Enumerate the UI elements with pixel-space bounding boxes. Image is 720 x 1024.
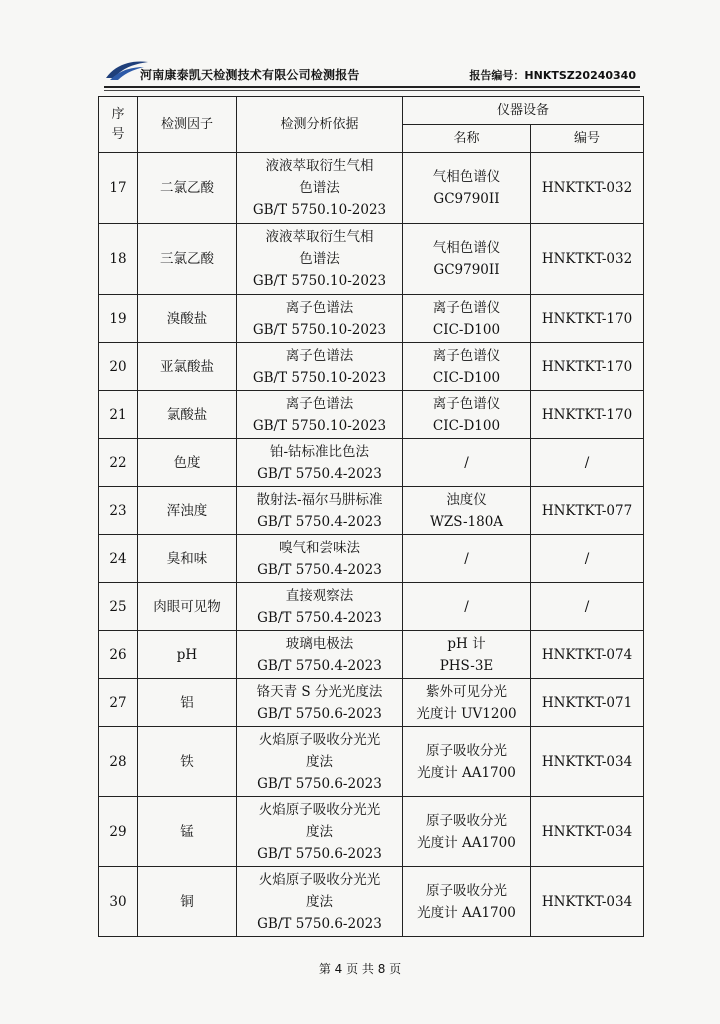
- row-method: [237, 343, 403, 391]
- row-method: [237, 679, 403, 727]
- method-line: GB/T 5750.6-2023: [257, 845, 382, 862]
- row-method: [237, 487, 403, 535]
- method-line: 直接观察法: [285, 587, 354, 604]
- table-row: [99, 224, 644, 295]
- row-instrument-code: HNKTKT-074: [531, 631, 644, 679]
- row-instrument-code: HNKTKT-170: [531, 391, 644, 439]
- method-line: 铬天青 S 分光光度法: [256, 683, 383, 700]
- row-factor: pH: [138, 631, 237, 679]
- instrument-name-line: 离子色谱仪: [432, 347, 501, 364]
- row-instrument-code: HNKTKT-032: [531, 153, 644, 224]
- instrument-name-line: 紫外可见分光: [426, 683, 507, 700]
- company-name: 河南康泰凯天检测技术有限公司检测报告: [140, 68, 360, 82]
- row-method: [237, 867, 403, 937]
- row-instrument-code: HNKTKT-170: [531, 343, 644, 391]
- row-method: [237, 583, 403, 631]
- row-method: [237, 535, 403, 583]
- instrument-name-line: 原子吸收分光: [426, 812, 507, 829]
- method-line: GB/T 5750.6-2023: [257, 705, 382, 722]
- table-row: [99, 631, 644, 679]
- table-row: [99, 487, 644, 535]
- row-instrument-code: /: [531, 535, 644, 583]
- row-instrument-code: HNKTKT-071: [531, 679, 644, 727]
- method-line: GB/T 5750.6-2023: [257, 775, 382, 792]
- method-line: GB/T 5750.4-2023: [257, 609, 382, 626]
- instrument-name-line: /: [464, 598, 469, 615]
- instrument-name-line: 光度计 AA1700: [417, 834, 516, 851]
- row-factor: 铁: [138, 727, 237, 797]
- row-number: 22: [99, 439, 138, 487]
- row-instrument-code: HNKTKT-034: [531, 867, 644, 937]
- row-instrument-name: [403, 535, 531, 583]
- method-line: GB/T 5750.10-2023: [252, 202, 387, 218]
- row-factor: 溴酸盐: [138, 295, 237, 343]
- instrument-name-line: CIC-D100: [432, 369, 501, 386]
- row-instrument-code: /: [531, 439, 644, 487]
- row-method: [237, 439, 403, 487]
- table-row: [99, 439, 644, 487]
- row-instrument-code: /: [531, 583, 644, 631]
- row-method: [237, 224, 403, 295]
- row-instrument-name: [403, 224, 531, 295]
- method-line: GB/T 5750.10-2023: [252, 273, 387, 289]
- row-number: 29: [99, 797, 138, 867]
- table-row: [99, 583, 644, 631]
- instrument-name-line: PHS-3E: [439, 657, 494, 674]
- instrument-name-line: 原子吸收分光: [426, 882, 507, 899]
- header-instrument-code: 编号: [531, 125, 644, 153]
- method-line: GB/T 5750.6-2023: [257, 915, 382, 932]
- instrument-name-line: 光度计 AA1700: [417, 904, 516, 921]
- table-body: [99, 153, 644, 937]
- instrument-name-line: CIC-D100: [432, 321, 501, 338]
- instrument-name-line: CIC-D100: [432, 417, 501, 434]
- row-instrument-code: HNKTKT-034: [531, 797, 644, 867]
- row-number: 30: [99, 867, 138, 937]
- method-line: 玻璃电极法: [285, 635, 354, 652]
- instrument-name-line: 气相色谱仪: [432, 169, 501, 185]
- header-divider-thin: [104, 90, 640, 91]
- method-line: 铂-钴标准比色法: [269, 443, 370, 460]
- instrument-name-line: 离子色谱仪: [432, 299, 501, 316]
- row-factor: 铜: [138, 867, 237, 937]
- row-instrument-name: [403, 391, 531, 439]
- method-line: 度法: [306, 823, 333, 840]
- row-method: [237, 391, 403, 439]
- row-factor: 肉眼可见物: [138, 583, 237, 631]
- row-instrument-name: [403, 487, 531, 535]
- row-factor: 臭和味: [138, 535, 237, 583]
- instrument-name-line: 原子吸收分光: [426, 742, 507, 759]
- method-line: GB/T 5750.10-2023: [252, 321, 387, 338]
- page-number: 第 4 页 共 8 页: [318, 962, 402, 976]
- instrument-name-line: /: [464, 550, 469, 567]
- method-line: GB/T 5750.4-2023: [257, 513, 382, 530]
- instrument-name-line: 光度计 AA1700: [417, 764, 516, 781]
- row-number: 26: [99, 631, 138, 679]
- row-number: 24: [99, 535, 138, 583]
- row-factor: 铝: [138, 679, 237, 727]
- row-factor: 色度: [138, 439, 237, 487]
- table-row: [99, 535, 644, 583]
- row-number: 27: [99, 679, 138, 727]
- row-instrument-name: [403, 679, 531, 727]
- header-method: 检测分析依据: [237, 97, 403, 153]
- table-row: [99, 153, 644, 224]
- method-line: 离子色谱法: [285, 395, 354, 412]
- method-line: GB/T 5750.4-2023: [257, 657, 382, 674]
- row-number: 19: [99, 295, 138, 343]
- row-factor: 浑浊度: [138, 487, 237, 535]
- header-instrument-name: 名称: [403, 125, 531, 153]
- method-line: 嗅气和尝味法: [279, 539, 360, 556]
- row-instrument-name: [403, 867, 531, 937]
- method-line: GB/T 5750.10-2023: [252, 369, 387, 386]
- detection-methods-table: [98, 96, 644, 937]
- method-line: 火焰原子吸收分光光: [258, 871, 381, 888]
- table-row: [99, 679, 644, 727]
- instrument-name-line: pH 计: [447, 635, 486, 652]
- row-method: [237, 153, 403, 224]
- row-instrument-code: HNKTKT-077: [531, 487, 644, 535]
- row-number: 25: [99, 583, 138, 631]
- instrument-name-line: 离子色谱仪: [432, 395, 501, 412]
- method-line: GB/T 5750.4-2023: [257, 561, 382, 578]
- header-instrument: 仪器设备: [403, 97, 644, 125]
- table-row: [99, 295, 644, 343]
- instrument-name-line: 气相色谱仪: [432, 240, 501, 256]
- row-factor: 氯酸盐: [138, 391, 237, 439]
- table-row: [99, 797, 644, 867]
- method-line: 火焰原子吸收分光光: [258, 801, 381, 818]
- row-instrument-code: HNKTKT-032: [531, 224, 644, 295]
- row-instrument-name: [403, 727, 531, 797]
- method-line: 离子色谱法: [285, 347, 354, 364]
- table-row: [99, 867, 644, 937]
- row-method: [237, 295, 403, 343]
- header-factor: 检测因子: [138, 97, 237, 153]
- instrument-name-line: /: [464, 454, 469, 471]
- instrument-name-line: WZS-180A: [429, 513, 504, 530]
- row-number: 21: [99, 391, 138, 439]
- method-line: 色谱法: [299, 180, 340, 196]
- row-method: [237, 727, 403, 797]
- row-method: [237, 797, 403, 867]
- row-instrument-code: HNKTKT-034: [531, 727, 644, 797]
- instrument-name-line: GC9790II: [433, 191, 500, 207]
- row-instrument-name: [403, 583, 531, 631]
- method-line: 散射法-福尔马肼标准: [256, 491, 383, 508]
- table-row: [99, 391, 644, 439]
- instrument-name-line: 光度计 UV1200: [416, 705, 517, 722]
- method-line: 液液萃取衍生气相: [265, 158, 374, 174]
- row-factor: 二氯乙酸: [138, 153, 237, 224]
- header-seq: 序号: [99, 97, 138, 153]
- method-line: 度法: [306, 753, 333, 770]
- row-instrument-name: [403, 439, 531, 487]
- table-row: [99, 727, 644, 797]
- row-number: 28: [99, 727, 138, 797]
- row-number: 23: [99, 487, 138, 535]
- row-instrument-name: [403, 797, 531, 867]
- method-line: GB/T 5750.4-2023: [257, 465, 382, 482]
- method-line: 液液萃取衍生气相: [265, 229, 374, 245]
- method-line: 色谱法: [299, 251, 340, 267]
- instrument-name-line: 浊度仪: [446, 491, 487, 508]
- row-number: 18: [99, 224, 138, 295]
- method-line: 火焰原子吸收分光光: [258, 731, 381, 748]
- row-instrument-name: [403, 631, 531, 679]
- row-instrument-name: [403, 343, 531, 391]
- row-number: 20: [99, 343, 138, 391]
- report-header: [104, 52, 640, 86]
- row-instrument-name: [403, 153, 531, 224]
- instrument-name-line: GC9790II: [433, 262, 500, 278]
- method-line: GB/T 5750.10-2023: [252, 417, 387, 434]
- header-divider: [104, 86, 640, 88]
- method-line: 度法: [306, 893, 333, 910]
- method-line: 离子色谱法: [285, 299, 354, 316]
- row-factor: 锰: [138, 797, 237, 867]
- row-number: 17: [99, 153, 138, 224]
- table-row: [99, 343, 644, 391]
- row-factor: 亚氯酸盐: [138, 343, 237, 391]
- row-factor: 三氯乙酸: [138, 224, 237, 295]
- row-instrument-name: [403, 295, 531, 343]
- report-number: 报告编号：HNKTSZ20240340: [469, 69, 636, 82]
- row-method: [237, 631, 403, 679]
- row-instrument-code: HNKTKT-170: [531, 295, 644, 343]
